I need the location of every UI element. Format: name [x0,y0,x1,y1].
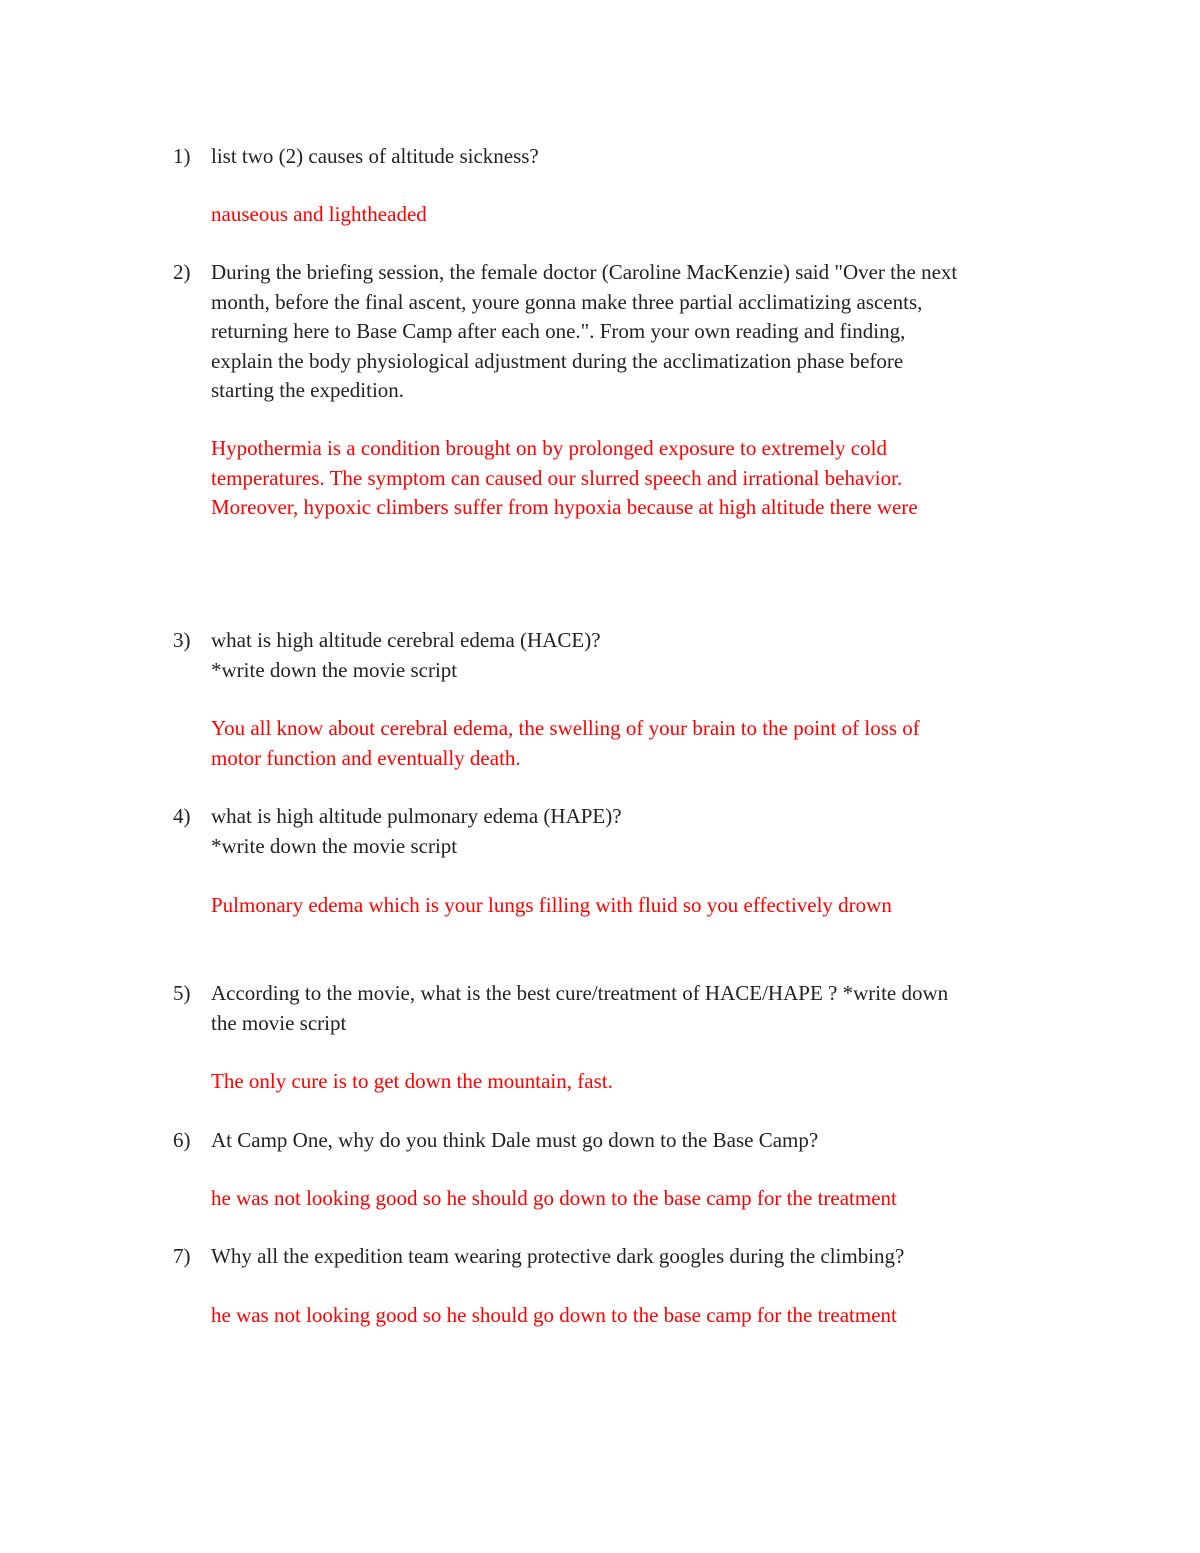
question-line: month, before the final ascent, youre gonna make three partial acclimatizing ascents, [211,289,923,314]
question-text [211,802,1061,861]
answer-line: temperatures. The symptom can caused our slurred speech and irrational behavior. [211,465,903,490]
answer-line: he was not looking good so he should go down to the base camp for the treatment [211,1186,897,1210]
question-line: what is high altitude pulmonary edema (HAPE)? [211,804,622,828]
question-text [211,1126,1061,1156]
answer-text [211,1067,1061,1097]
question-number: 2) [173,260,191,284]
question-line: According to the movie, what is the best cure/treatment of HACE/HAPE ? *write down [211,981,949,1005]
question-line: *write down the movie script [211,833,458,858]
question-line: starting the expedition. [211,378,405,402]
answer-text [211,434,1061,523]
question-line: At Camp One, why do you think Dale must go down to the Base Camp? [211,1128,819,1152]
answer-line: motor function and eventually death. [211,745,521,770]
question-number: 4) [173,804,191,828]
question-line: During the briefing session, the female doctor (Caroline MacKenzie) said "Over the next [211,260,958,284]
answer-line: You all know about cerebral edema, the swelling of your brain to the point of loss of [211,716,920,740]
question-line: Why all the expedition team wearing protective dark googles during the climbing? [211,1244,905,1268]
answer-line: Hypothermia is a condition brought on by prolonged exposure to extremely cold [211,436,887,460]
question-number: 6) [173,1128,191,1152]
question-number: 3) [173,628,191,652]
question-line: list two (2) causes of altitude sickness? [211,144,539,168]
answer-text [211,200,1061,230]
question-text [211,1242,1061,1272]
question-number: 1) [173,144,191,168]
answer-text [211,714,1061,773]
question-line: what is high altitude cerebral edema (HACE)? [211,628,601,652]
answer-text [211,1184,1061,1214]
answer-line: he was not looking good so he should go down to the base camp for the treatment [211,1303,897,1327]
question-text [211,142,1061,172]
question-line: the movie script [211,1010,347,1035]
answer-line: nauseous and lightheaded [211,202,427,226]
question-line: explain the body physiological adjustment during the acclimatization phase before [211,348,904,373]
answer-line: The only cure is to get down the mountain, fast. [211,1069,613,1093]
answer-text [211,1301,1061,1331]
answer-line: Moreover, hypoxic climbers suffer from hypoxia because at high altitude there were [211,495,918,519]
answer-line: Pulmonary edema which is your lungs filling with fluid so you effectively drown [211,893,892,917]
question-text [211,626,1061,685]
question-text [211,979,1061,1038]
question-text [211,258,1061,406]
answer-text [211,891,1061,921]
question-line: *write down the movie script [211,657,458,682]
question-number: 5) [173,981,191,1005]
question-number: 7) [173,1244,191,1268]
question-line: returning here to Base Camp after each one.". From your own reading and finding, [211,319,906,343]
